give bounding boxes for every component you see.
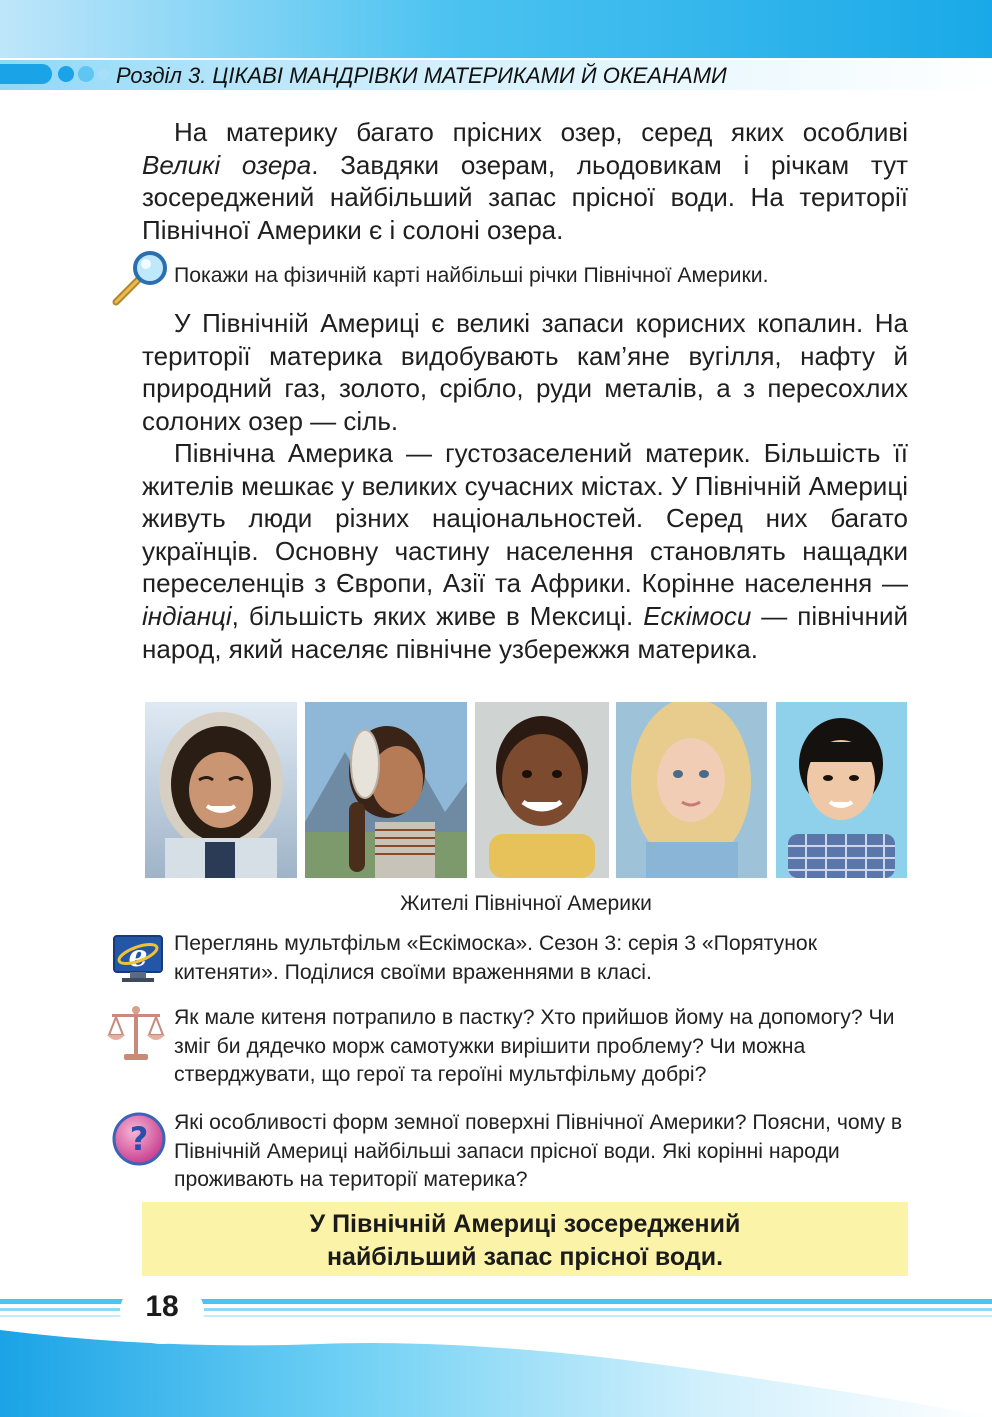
term-indians: індіанці: [142, 600, 232, 631]
internet-icon: [112, 932, 164, 984]
paragraph-text: На материку багато прісних озер, серед яких особливі: [174, 117, 908, 147]
paragraph-population: [142, 437, 908, 665]
paragraph-text: — північний народ, який населяє північне узбережжя материка.: [142, 600, 909, 664]
svg-text:?: ?: [129, 1120, 149, 1158]
header-dot: [78, 66, 94, 82]
paragraph-text: . Завдяки озерам, льодовикам і річкам тут зосереджений найбільший запас прісної води. На території Північної Америки є і солоні озера.: [142, 149, 908, 245]
question-icon: [112, 1112, 166, 1166]
task-map-text: Покажи на фізичній карті найбільші річки Північної Америки.: [174, 264, 769, 287]
task-ethics-text: Як мале китеня потрапило в пастку? Хто прийшов йому на допомогу? Чи зміг би дядечко морж самотужки вирішити проблему? Чи можна стверджувати, що герої та героїні мультфільму добрі?: [174, 1006, 895, 1086]
conclusion-line: найбільший запас прісної води.: [326, 1243, 724, 1271]
conclusion-line: У Північній Америці зосереджений: [309, 1210, 741, 1238]
photo-african-american-boy: [475, 702, 609, 878]
magnifier-icon: [110, 250, 170, 308]
header-pill: [0, 64, 52, 84]
term-great-lakes: Великі озера: [142, 149, 312, 180]
conclusion-box: [142, 1202, 908, 1276]
photo-caption: Жителі Північної Америки: [400, 892, 652, 915]
paragraph-fresh-water: [142, 116, 908, 246]
paragraph-minerals: У Північній Америці є великі запаси корисних копалин. На території материка видобувають кам’яне вугілля, нафту й природний газ, золото, срібло, руди металів, а з пересохлих солоних озер — сіль.: [142, 308, 908, 436]
chapter-title: Розділ 3. ЦІКАВІ МАНДРІВКИ МАТЕРИКАМИ Й ОКЕАНАМИ: [116, 63, 727, 88]
term-eskimos: Ескімоси: [643, 600, 752, 631]
header-dot: [98, 69, 109, 80]
header-dot: [58, 66, 74, 82]
photo-eskimo-child: [145, 702, 297, 878]
footer-wave: [0, 1330, 992, 1417]
photo-blonde-girl: [616, 702, 767, 878]
photo-asian-boy: [776, 702, 907, 878]
page-number: 18: [145, 1290, 179, 1323]
task-cartoon-text: Переглянь мультфільм «Ескімоска». Сезон 3: серія 3 «Порятунок китеняти». Поділися своїми враженнями в класі.: [174, 932, 817, 984]
svg-text:e: e: [128, 939, 148, 974]
task-questions-text: Які особливості форм земної поверхні Північної Америки? Поясни, чому в Північній Америці найбільші запаси прісної води. Які корінні народи проживають на території материка?: [174, 1111, 903, 1191]
paragraph-text: , більшість яких живе в Мексиці.: [231, 600, 644, 631]
paragraph-text: Північна Америка — густозаселений материк. Більшість її жителів мешкає у великих сучасних містах. У Північній Америці живуть люди різних національностей. Серед них багато українців. Основну частину населення становлять нащадки переселенців з Європи, Азії та Африки. Корінне населення —: [142, 438, 908, 599]
header-top-band: [0, 0, 992, 58]
photo-native-american-woman: [305, 702, 467, 878]
scales-icon: [106, 1002, 166, 1066]
